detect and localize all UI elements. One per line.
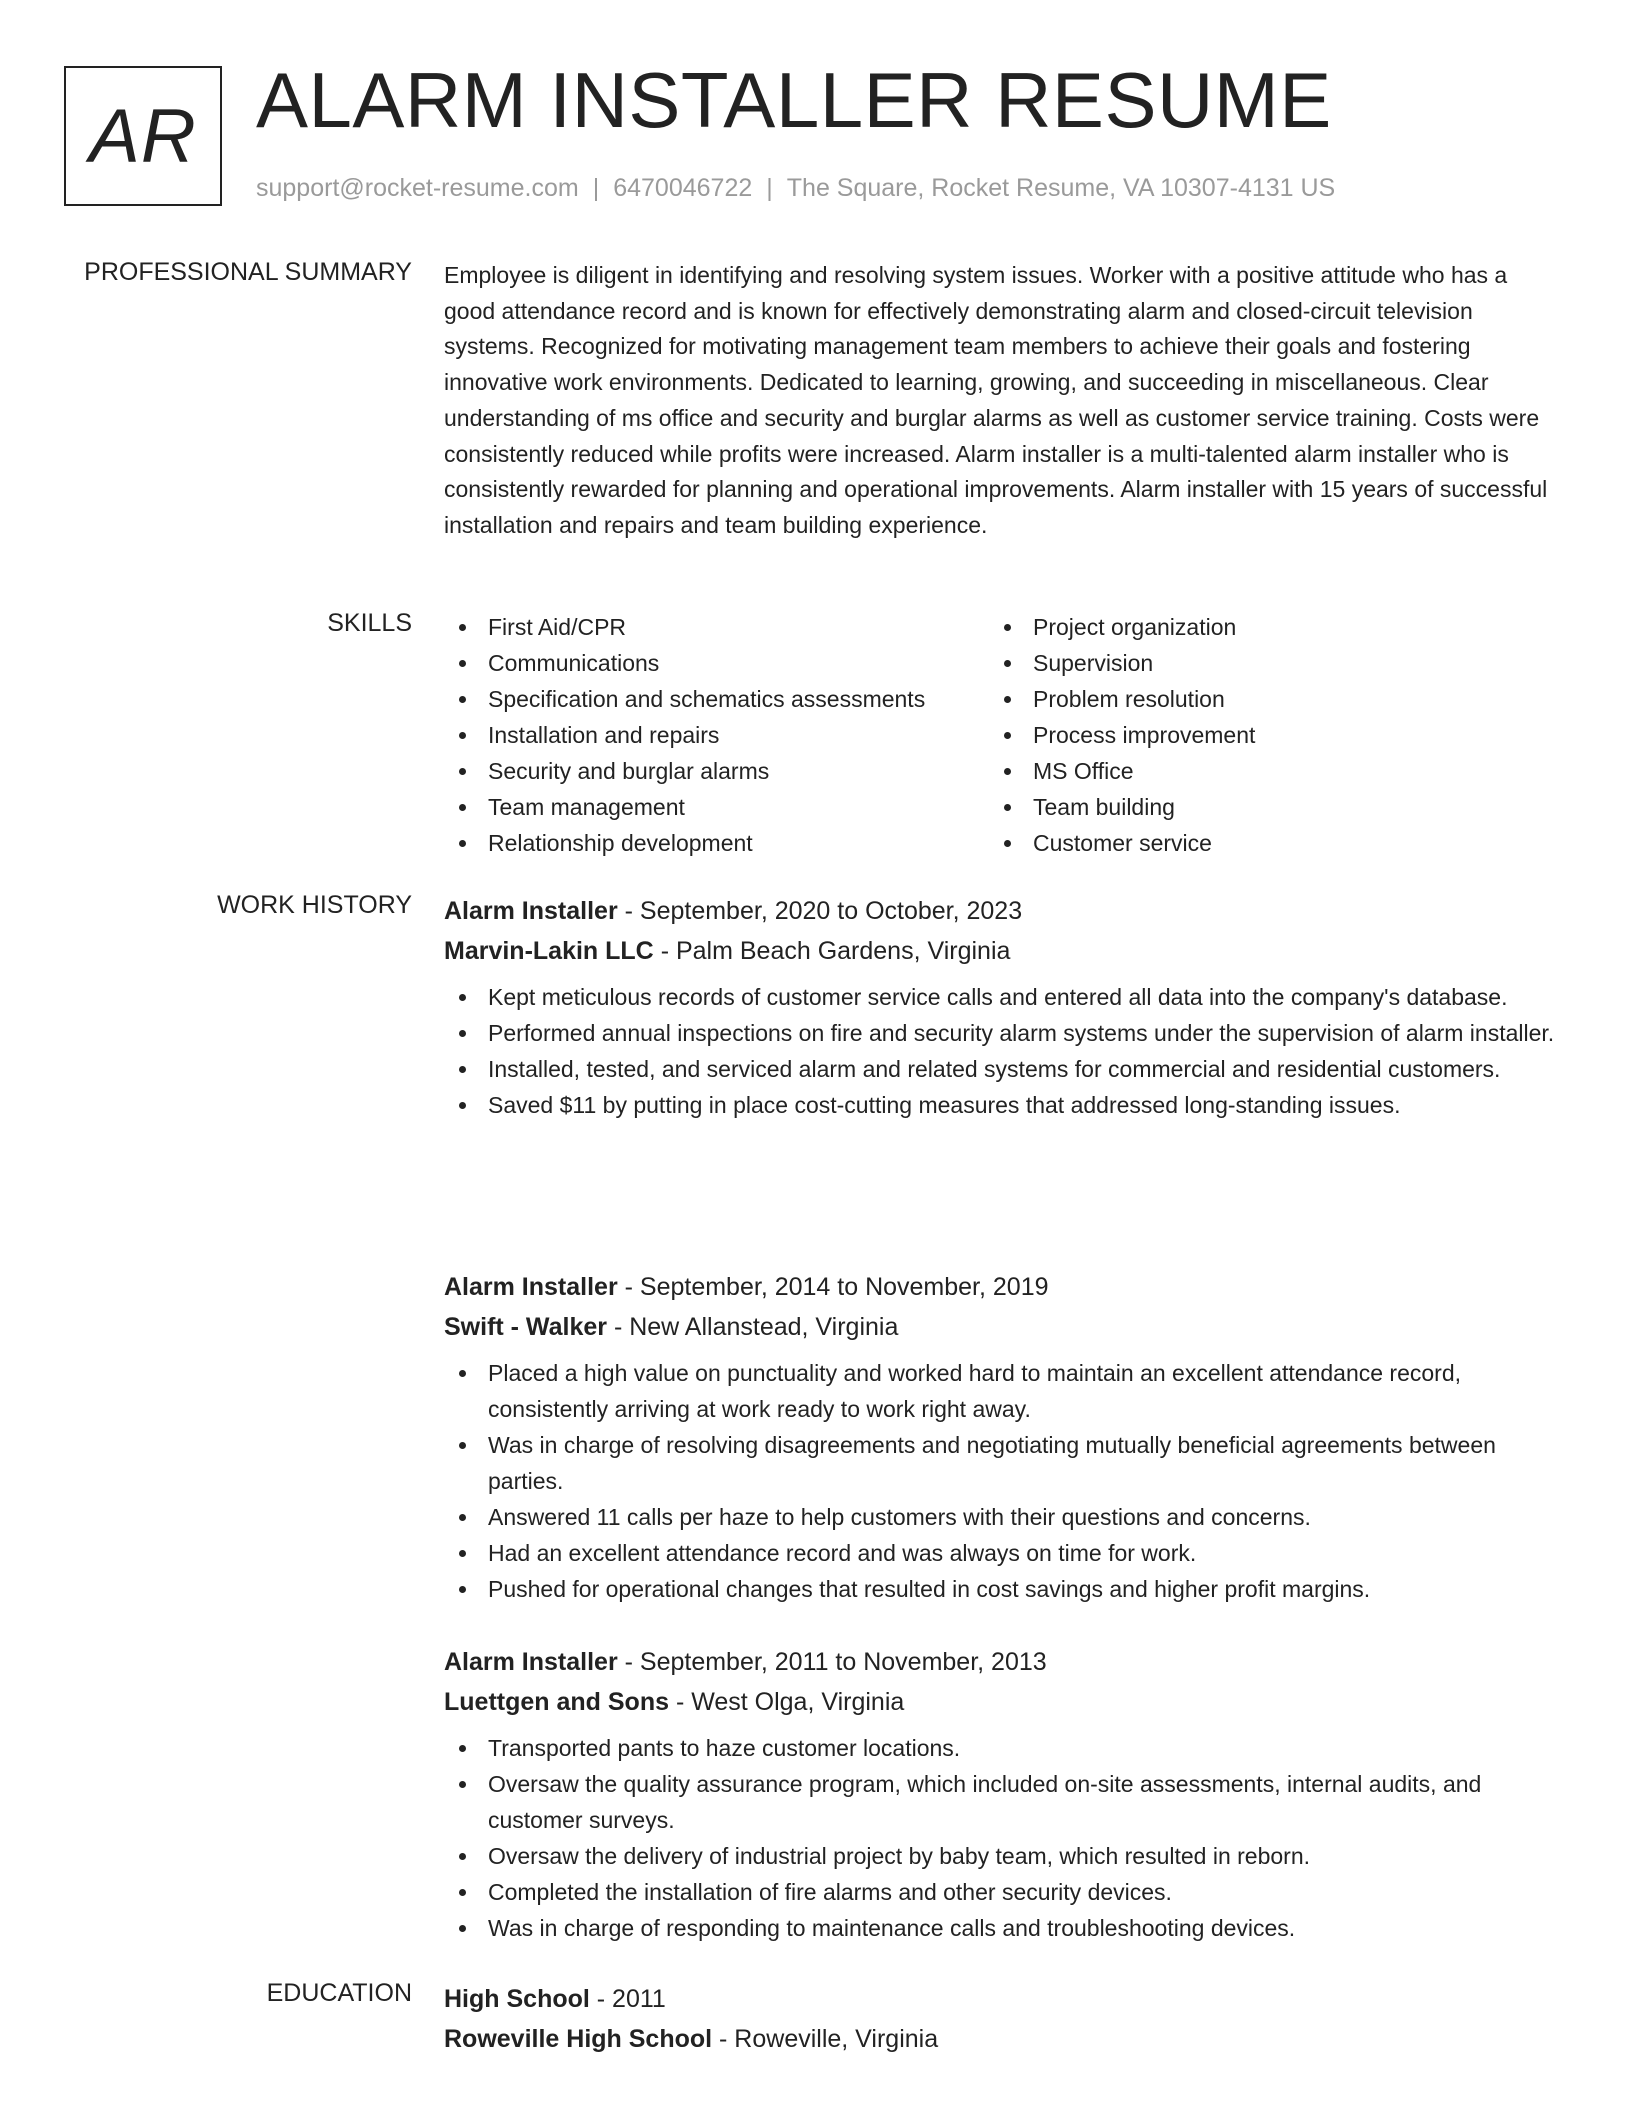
section-label-summary: PROFESSIONAL SUMMARY — [84, 258, 412, 286]
job-bullet: Was in charge of responding to maintenance calls and troubleshooting devices. — [444, 1910, 1556, 1946]
job-entry — [444, 1267, 1556, 1607]
work-history-body-2 — [444, 1267, 1556, 1607]
job-company-line — [444, 1682, 1556, 1722]
education-location: - Roweville, Virginia — [712, 2025, 939, 2053]
job-location: - West Olga, Virginia — [669, 1688, 905, 1716]
job-title: Alarm Installer — [444, 897, 618, 925]
skill-item: Relationship development — [444, 825, 989, 861]
job-bullets — [444, 979, 1556, 1123]
job-bullet: Installed, tested, and serviced alarm and related systems for commercial and residential customers. — [444, 1051, 1556, 1087]
education-degree: High School — [444, 1985, 590, 2013]
education-year: - 2011 — [589, 1985, 666, 2013]
job-bullet: Completed the installation of fire alarms and other security devices. — [444, 1874, 1556, 1910]
skill-item: Team management — [444, 789, 989, 825]
job-bullet: Saved $11 by putting in place cost-cutting measures that addressed long-standing issues. — [444, 1087, 1556, 1123]
job-company: Marvin-Lakin LLC — [444, 937, 654, 965]
skill-item: MS Office — [989, 753, 1534, 789]
job-dates: - September, 2014 to November, 2019 — [617, 1273, 1049, 1301]
contact-address: The Square, Rocket Resume, VA 10307-4131 US — [786, 174, 1336, 202]
summary-body — [444, 258, 1556, 544]
skill-item: Project organization — [989, 609, 1534, 645]
skill-item: First Aid/CPR — [444, 609, 989, 645]
skills-grid — [444, 609, 1556, 861]
job-bullet: Oversaw the delivery of industrial project by baby team, which resulted in reborn. — [444, 1838, 1556, 1874]
job-title-line — [444, 891, 1556, 931]
job-bullet: Pushed for operational changes that resulted in cost savings and higher profit margins. — [444, 1571, 1556, 1607]
monogram-logo: AR — [64, 66, 222, 206]
summary-text: Employee is diligent in identifying and resolving system issues. Worker with a positive attitude who has a good attendance record and is known for effectively demonstrating alarm and closed-circuit television systems. Recognized for motivating management team members to achieve their goals and fostering innovative work environments. Dedicated to learning, growing, and succeeding in miscellaneous. Clear understanding of ms office and security and burglar alarms as well as customer service training. Costs were consistently reduced while profits were increased. Alarm installer is a multi-talented alarm installer who is consistently rewarded for planning and operational improvements. Alarm installer with 15 years of successful installation and repairs and team building experience. — [444, 262, 1548, 538]
job-entry — [444, 1642, 1556, 1946]
job-bullets — [444, 1730, 1556, 1946]
job-location: - New Allanstead, Virginia — [607, 1313, 899, 1341]
page-title: ALARM INSTALLER RESUME — [256, 56, 1332, 144]
skills-column-right — [989, 609, 1534, 861]
job-bullets — [444, 1355, 1556, 1607]
job-bullet: Placed a high value on punctuality and worked hard to maintain an excellent attendance record, consistently arriving at work ready to work right away. — [444, 1355, 1556, 1427]
job-company-line — [444, 1307, 1556, 1347]
contact-line — [256, 174, 1335, 203]
contact-separator: | — [592, 174, 600, 202]
contact-email: support@rocket-resume.com — [256, 174, 579, 202]
education-degree-line — [444, 1979, 1556, 2019]
job-bullet: Performed annual inspections on fire and security alarm systems under the supervision of alarm installer. — [444, 1015, 1556, 1051]
job-title-line — [444, 1267, 1556, 1307]
skill-item: Customer service — [989, 825, 1534, 861]
job-title: Alarm Installer — [444, 1648, 618, 1676]
skill-item: Communications — [444, 645, 989, 681]
skill-item: Process improvement — [989, 717, 1534, 753]
section-label-education: EDUCATION — [266, 1979, 412, 2007]
skill-item: Supervision — [989, 645, 1534, 681]
job-title-line — [444, 1642, 1556, 1682]
skills-body — [444, 609, 1556, 861]
work-history-body-3 — [444, 1642, 1556, 1946]
skill-item: Team building — [989, 789, 1534, 825]
education-school-line — [444, 2019, 1556, 2059]
skill-item: Problem resolution — [989, 681, 1534, 717]
work-history-body — [444, 891, 1556, 1123]
skills-column-left — [444, 609, 989, 861]
job-entry — [444, 891, 1556, 1123]
job-bullet: Had an excellent attendance record and was always on time for work. — [444, 1535, 1556, 1571]
job-dates: - September, 2020 to October, 2023 — [617, 897, 1023, 925]
job-bullet: Oversaw the quality assurance program, which included on-site assessments, internal audits, and customer surveys. — [444, 1766, 1556, 1838]
job-location: - Palm Beach Gardens, Virginia — [653, 937, 1011, 965]
contact-phone: 6470046722 — [613, 174, 753, 202]
section-label-work: WORK HISTORY — [217, 891, 412, 919]
job-bullet: Kept meticulous records of customer service calls and entered all data into the company's database. — [444, 979, 1556, 1015]
job-dates: - September, 2011 to November, 2013 — [617, 1648, 1047, 1676]
job-bullet: Was in charge of resolving disagreements and negotiating mutually beneficial agreements between parties. — [444, 1427, 1556, 1499]
section-label-skills: SKILLS — [327, 609, 412, 637]
education-school: Roweville High School — [444, 2025, 713, 2053]
contact-separator: | — [766, 174, 773, 202]
education-body — [444, 1979, 1556, 2059]
job-bullet: Transported pants to haze customer locations. — [444, 1730, 1556, 1766]
job-bullet: Answered 11 calls per haze to help customers with their questions and concerns. — [444, 1499, 1556, 1535]
skill-item: Security and burglar alarms — [444, 753, 989, 789]
job-company: Swift - Walker — [444, 1313, 607, 1341]
skill-item: Installation and repairs — [444, 717, 989, 753]
skill-item: Specification and schematics assessments — [444, 681, 989, 717]
job-company: Luettgen and Sons — [444, 1688, 669, 1716]
job-company-line — [444, 931, 1556, 971]
job-title: Alarm Installer — [444, 1273, 618, 1301]
